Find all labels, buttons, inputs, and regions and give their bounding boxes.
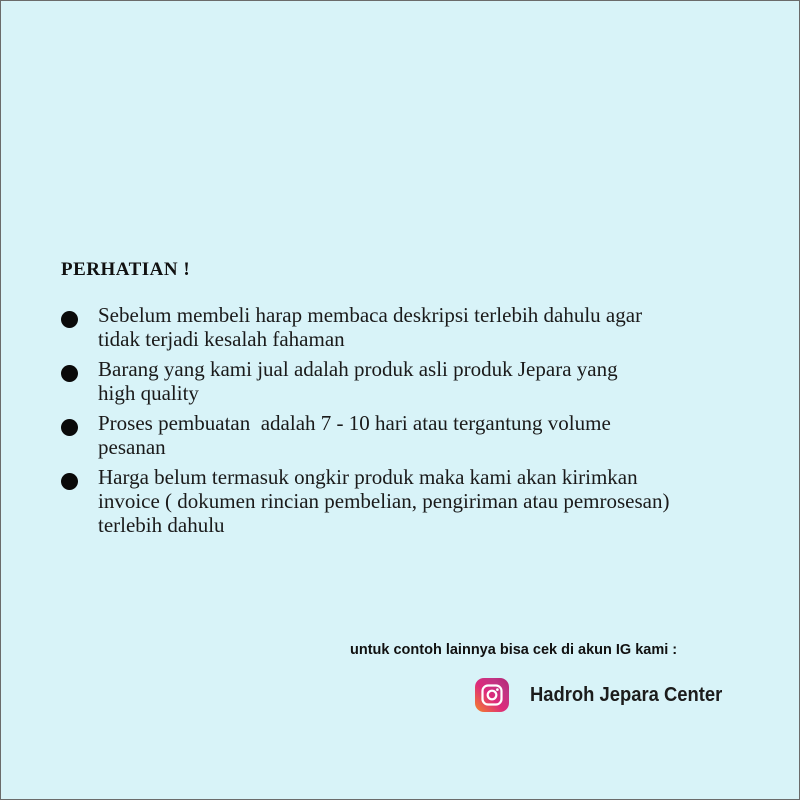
bullet-icon [61,473,78,490]
list-item [59,465,759,537]
instagram-handle[interactable]: Hadroh Jepara Center [530,683,723,706]
instagram-handle-row[interactable] [475,677,739,713]
list-item-text: Barang yang kami jual adalah produk asli produk Jepara yang high quality [98,357,618,405]
list-item-text: Harga belum termasuk ongkir produk maka kami akan kirimkan invoice ( dokumen rincian pembelian, pengiriman atau pemrosesan) terlebih dahulu [98,465,670,537]
bullet-icon [61,365,78,382]
notice-title: PERHATIAN ! [61,259,191,280]
instagram-cta-text: untuk contoh lainnya bisa cek di akun IG kami : [350,642,678,658]
list-item-text: Proses pembuatan adalah 7 - 10 hari atau tergantung volume pesanan [98,411,611,459]
list-item [59,411,759,459]
instagram-icon[interactable] [475,678,509,712]
notice-list [59,303,759,543]
list-item-text: Sebelum membeli harap membaca deskripsi terlebih dahulu agar tidak terjadi kesalah fahaman [98,303,643,351]
list-item [59,303,759,351]
list-item [59,357,759,405]
bullet-icon [61,419,78,436]
bullet-icon [61,311,78,328]
